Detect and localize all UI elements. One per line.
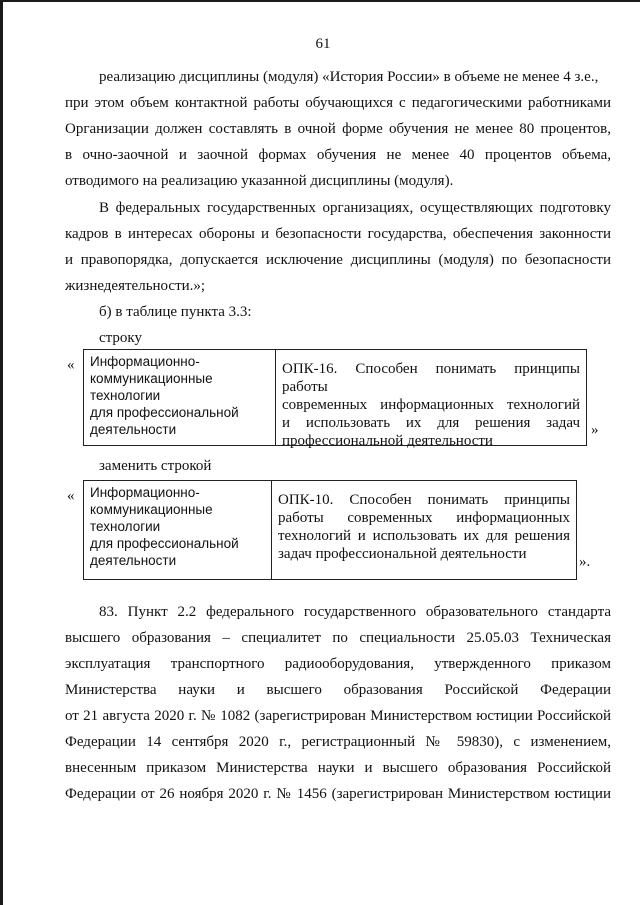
table-new-right-line: технологий и использовать их для решения	[278, 528, 570, 544]
paragraph2-line-1: В федеральных государственных организациях, осуществляющих подготовку	[99, 200, 611, 216]
paragraph3-line-3: эксплуатация транспортного радиооборудования, утвержденного приказом	[65, 656, 611, 672]
table-old-left-line: технологии	[90, 388, 161, 403]
paragraph2-line-2: кадров в интересах обороны и безопасности государства, обеспечения законности	[65, 226, 611, 242]
paragraph1-line-2: при этом объем контактной работы обучающихся с педагогическими работниками	[65, 95, 611, 111]
table-old-left-line: деятельности	[90, 422, 177, 437]
table-new-right-line: ОПК-10. Способен понимать принципы	[278, 492, 570, 508]
table-new-right-line: работы современных информационных	[278, 510, 570, 526]
replace-with: заменить строкой	[99, 458, 212, 474]
table-old-right-line: и использовать их для решения задач	[282, 415, 580, 431]
paragraph3-line-8: Федерации от 26 ноября 2020 г. № 1456 (зарегистрирован Министерством юстиции	[65, 786, 611, 802]
paragraph3-line-7: внесенным приказом Министерства науки и высшего образования Российской	[65, 760, 611, 776]
table-old-left-line: для профессиональной	[90, 405, 239, 420]
table-old-right-cell	[276, 350, 586, 449]
paragraph1-line-5: отводимого на реализацию указанной дисциплины (модуля).	[65, 173, 454, 189]
table-new	[83, 480, 577, 580]
table-new-left-line: для профессиональной	[90, 536, 239, 551]
paragraph3-line-5: от 21 августа 2020 г. № 1082 (зарегистрирован Министерством юстиции Российской	[65, 708, 611, 724]
paragraph1-line-3: Организации должен составлять в очной форме обучения не менее 80 процентов,	[65, 121, 611, 137]
table-new-right-cell	[272, 481, 576, 579]
table-old-left-line: Информационно-	[90, 354, 200, 369]
paragraph3-line-1: 83. Пункт 2.2 федерального государственного образовательного стандарта	[99, 604, 611, 620]
open-quote-2: «	[67, 488, 75, 504]
paragraph3-line-6: Федерации 14 сентября 2020 г., регистрационный № 59830), с изменением,	[65, 734, 611, 750]
table-new-right-line: задач профессиональной деятельности	[278, 546, 527, 562]
table-new-left-line: коммуникационные	[90, 502, 213, 517]
open-quote-1: «	[67, 357, 75, 373]
table-old-left-cell	[84, 350, 276, 445]
table-old-right-line: современных информационных технологий	[282, 397, 580, 413]
paragraph1-line-4: в очно-заочной и заочной формах обучения не менее 40 процентов объема,	[65, 147, 611, 163]
close-quote-2: ».	[579, 554, 591, 570]
table-old	[83, 349, 587, 449]
table-new-left-cell	[84, 481, 272, 579]
table-new-left-line: деятельности	[90, 553, 177, 568]
page-number: 61	[315, 36, 331, 52]
paragraph2-line-3: и правопорядка, допускается исключение дисциплины (модуля) по безопасности	[65, 252, 611, 268]
table-old-right-line: профессиональной деятельности	[282, 433, 493, 449]
paragraph2-line-4: жизнедеятельности.»;	[65, 278, 206, 294]
paragraph3-line-4: Министерства науки и высшего образования Российской Федерации	[65, 682, 611, 698]
table-old-left-line: коммуникационные	[90, 371, 213, 386]
table-old-right-line: ОПК-16. Способен понимать принципы работы	[282, 361, 580, 395]
row-word: строку	[99, 330, 142, 346]
close-quote-1: »	[591, 422, 599, 438]
table-new-left-line: Информационно-	[90, 485, 200, 500]
item-b: б) в таблице пункта 3.3:	[99, 304, 252, 320]
table-new-left-line: технологии	[90, 519, 161, 534]
paragraph3-line-2: высшего образования – специалитет по специальности 25.05.03 Техническая	[65, 630, 611, 646]
paragraph1-line-1: реализацию дисциплины (модуля) «История России» в объеме не менее 4 з.е.,	[99, 69, 599, 85]
